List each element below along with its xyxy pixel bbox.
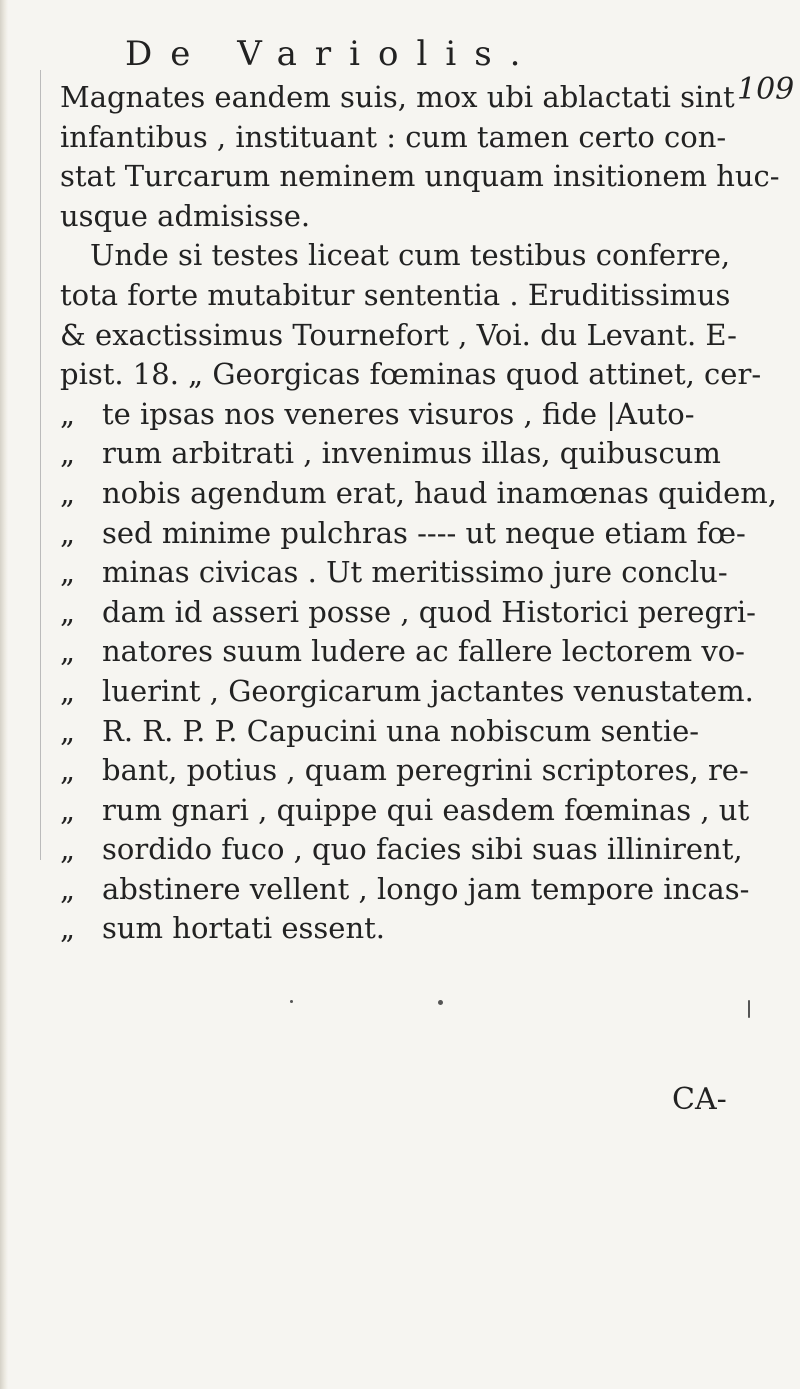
line-text: & exactissimus Tournefort , Voi. du Levant. E- [60, 317, 737, 352]
text-line [60, 197, 760, 237]
paper-speck [438, 1000, 443, 1005]
line-text: Unde si testes liceat cum testibus conferre, [90, 238, 731, 273]
quote-mark: „ [60, 871, 76, 906]
quote-mark: „ [60, 515, 76, 550]
text-line [60, 474, 778, 514]
line-text: Magnates eandem suis, mox ubi ablactati sint [60, 80, 735, 114]
text-line [60, 751, 760, 791]
quote-mark: „ [60, 673, 76, 708]
quote-mark: „ [60, 436, 76, 471]
binding-edge [0, 0, 8, 1389]
quote-mark: „ [60, 396, 76, 431]
quote-mark: „ [60, 555, 76, 590]
quote-mark: „ [60, 634, 76, 669]
text-line [60, 553, 760, 593]
text-line [60, 434, 760, 474]
text-line [60, 593, 760, 633]
text-line [60, 276, 760, 316]
text-line [60, 909, 760, 949]
quote-mark: „ [60, 594, 76, 629]
line-text: luerint , Georgicarum jactantes venustatem. [102, 673, 754, 708]
line-text: sed minime pulchras ---- ut neque etiam fœ- [102, 515, 746, 550]
quote-mark: „ [60, 713, 76, 748]
line-text: usque admisisse. [60, 198, 311, 233]
quote-mark: „ [60, 753, 76, 788]
line-text: minas civicas . Ut meritissimo jure conclu- [102, 555, 728, 590]
folio-number: 109 [737, 72, 795, 107]
text-line [60, 632, 760, 672]
line-text: abstinere vellent , longo jam tempore incas- [102, 871, 750, 906]
quote-mark: „ [60, 792, 76, 827]
quote-mark: „ [60, 911, 76, 946]
line-text: rum gnari , quippe qui easdem fœminas , ut [102, 792, 750, 827]
quote-mark: „ [60, 475, 76, 510]
text-line [60, 78, 760, 118]
paper-speck [748, 1000, 750, 1018]
line-text: pist. 18. „ Georgicas fœminas quod attinet, cer- [60, 357, 762, 392]
line-text: te ipsas nos veneres visuros , fide |Auto- [102, 396, 695, 431]
line-text: sum hortati essent. [102, 911, 386, 946]
line-text: infantibus , instituant : cum tamen certo con- [60, 119, 727, 154]
line-text: natores suum ludere ac fallere lectorem vo- [102, 634, 745, 669]
text-line [60, 118, 760, 158]
text-line [60, 672, 760, 712]
margin-rule [40, 70, 41, 860]
line-text: sordido fuco , quo facies sibi suas illinirent, [102, 832, 743, 867]
catchword: CA- [672, 1082, 727, 1117]
text-line [60, 355, 760, 395]
quote-mark: „ [60, 832, 76, 867]
paper-speck [290, 1000, 293, 1003]
text-line [60, 712, 760, 752]
line-text: nobis agendum erat, haud inamœnas quidem, [102, 475, 778, 510]
text-line [60, 830, 760, 870]
text-line [60, 870, 760, 910]
text-line [60, 514, 760, 554]
line-text: R. R. P. P. Capucini una nobiscum sentie- [102, 713, 700, 748]
line-text: bant, potius , quam peregrini scriptores, re- [102, 753, 749, 788]
running-head-title: De Variolis. [125, 34, 539, 74]
line-text: dam id asseri posse , quod Historici peregri- [102, 594, 756, 629]
line-text: stat Turcarum neminem unquam insitionem huc- [60, 159, 780, 194]
text-line [60, 791, 760, 831]
text-line [60, 157, 780, 197]
line-text: rum arbitrati , invenimus illas, quibuscum [102, 436, 721, 471]
text-line [60, 236, 760, 276]
text-line [60, 395, 760, 435]
text-line [60, 316, 760, 356]
line-text: tota forte mutabitur sententia . Eruditissimus [60, 277, 731, 312]
